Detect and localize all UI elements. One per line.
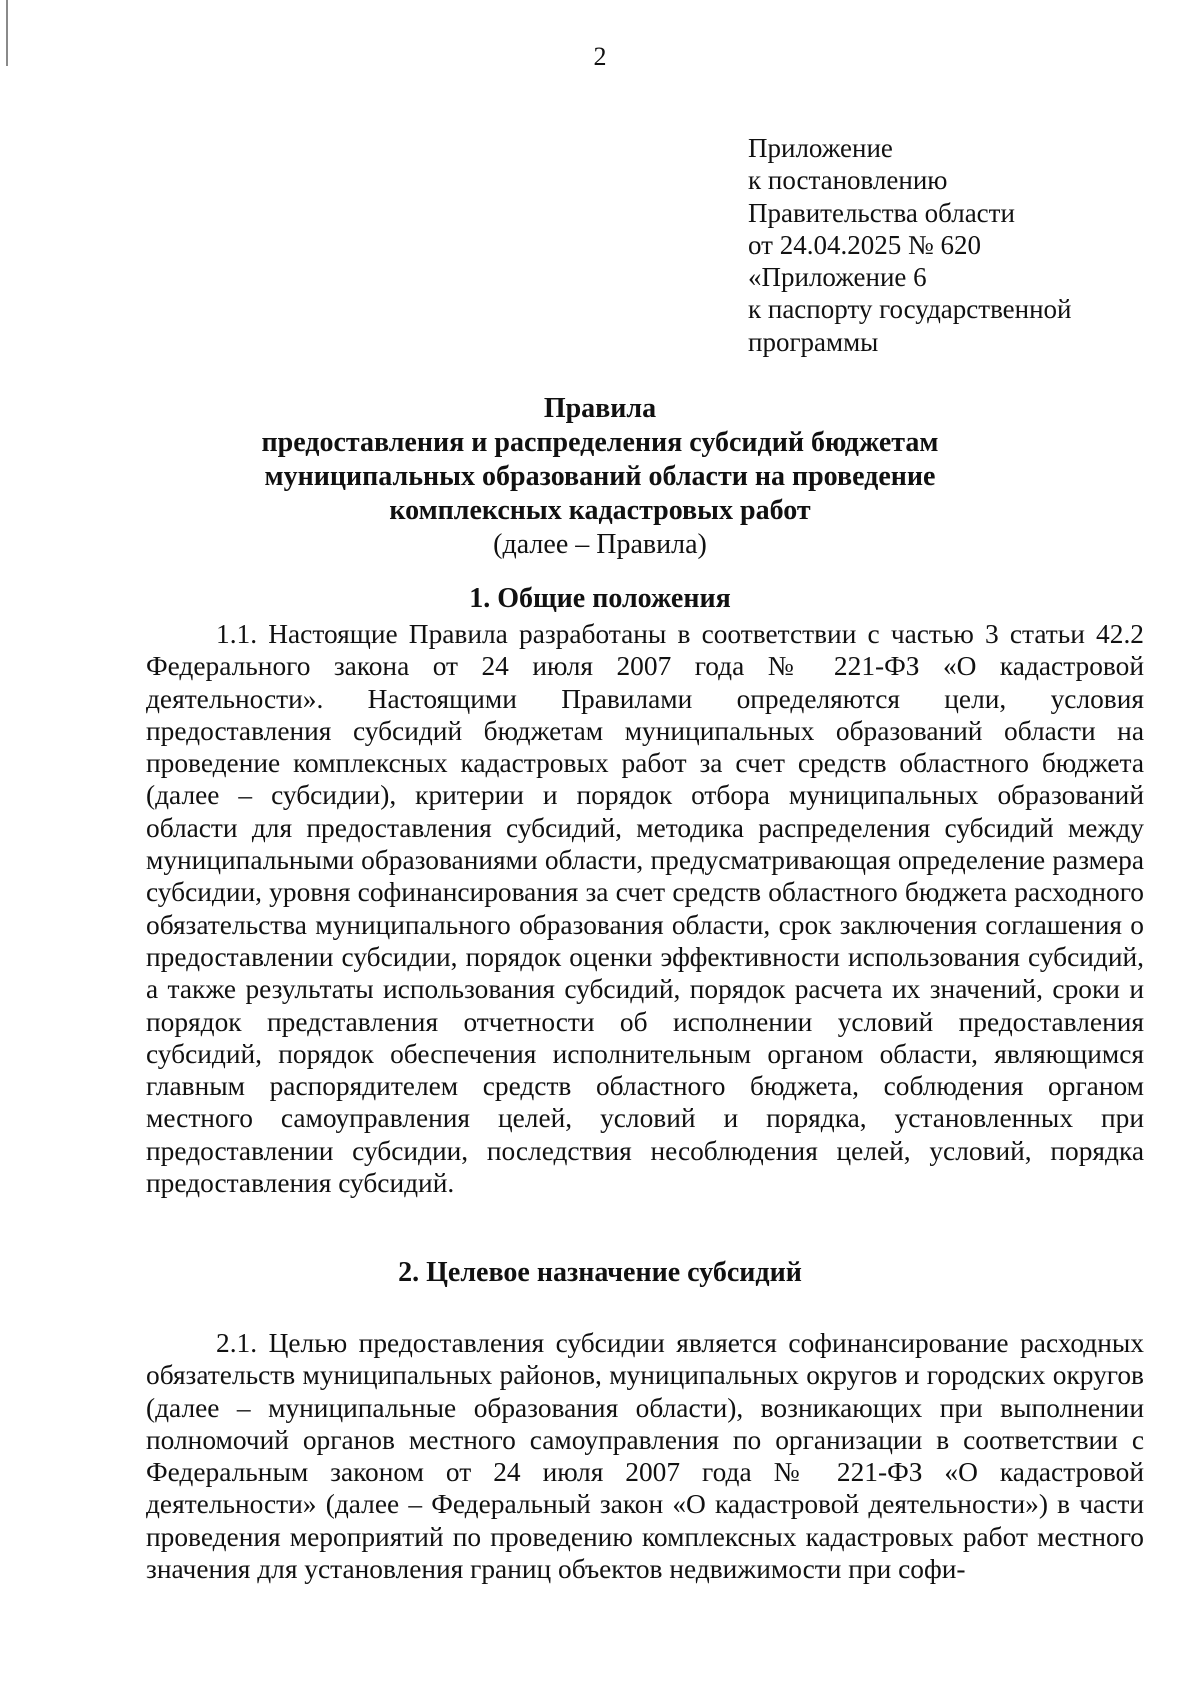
appendix-block xyxy=(748,132,1168,358)
title-main: Правила xyxy=(543,393,657,424)
paragraph-2-1: 2.1. Целью предоставления субсидии является софинансирование расходных обязательств муниципальных районов, муниципальных округов и городских округов (далее – муниципальные образования области), возникающих при выполнении полномочий органов местного самоуправления по организации в соответствии с Федеральным законом от 24 июля 2007 года № 221-ФЗ «О кадастровой деятельности» (далее – Федеральный закон «О кадастровой деятельности») в части проведения мероприятий по проведению комплексных кадастровых работ местного значения для установления границ объектов недвижимости при софи- xyxy=(146,1328,1144,1585)
page-number: 2 xyxy=(593,42,607,71)
paragraph-1-1: 1.1. Настоящие Правила разработаны в соответствии с частью 3 статьи 42.2 Федерального закона от 24 июля 2007 года № 221-ФЗ «О кадастровой деятельности». Настоящими Правилами определяются цели, условия предоставления субсидий бюджетам муниципальных образований области на проведение комплексных кадастровых работ за счет средств областного бюджета (далее – субсидии), критерии и порядок отбора муниципальных образований области для предоставления субсидий, методика распределения субсидий между муниципальными образованиями области, предусматривающая определение размера субсидии, уровня софинансирования за счет средств областного бюджета расходного обязательства муниципального образования области, срок заключения соглашения о предоставлении субсидии, порядок оценки эффективности использования субсидий, а также результаты использования субсидий, порядок расчета их значений, сроки и порядок представления отчетности об исполнении условий предоставления субсидий, порядок обеспечения исполнительным органом области, являющимся главным распорядителем средств областного бюджета, соблюдения органом местного самоуправления целей, условий и порядка, установленных при предоставлении субсидии, последствия несоблюдения целей, условий, порядка предоставления субсидий. xyxy=(146,619,1144,1199)
title-note: (далее – Правила) xyxy=(493,529,707,560)
section-2-body xyxy=(146,1327,1144,1585)
section-1-body xyxy=(146,618,1144,1199)
document-title xyxy=(0,392,1200,562)
title-line: муниципальных образований области на проведение xyxy=(264,461,936,492)
appendix-line: программы xyxy=(748,326,879,357)
title-line: предоставления и распределения субсидий бюджетам xyxy=(261,427,939,458)
title-line: комплексных кадастровых работ xyxy=(389,495,811,526)
appendix-line: Приложение xyxy=(748,133,893,163)
appendix-line: к постановлению xyxy=(748,165,948,196)
appendix-line: к паспорту государственной xyxy=(748,294,1072,325)
section-2-heading: 2. Целевое назначение субсидий xyxy=(398,1257,802,1288)
appendix-line: «Приложение 6 xyxy=(748,262,927,293)
appendix-line: от 24.04.2025 № 620 xyxy=(748,229,981,260)
section-1-heading: 1. Общие положения xyxy=(469,583,731,614)
appendix-line: Правительства области xyxy=(748,197,1015,228)
